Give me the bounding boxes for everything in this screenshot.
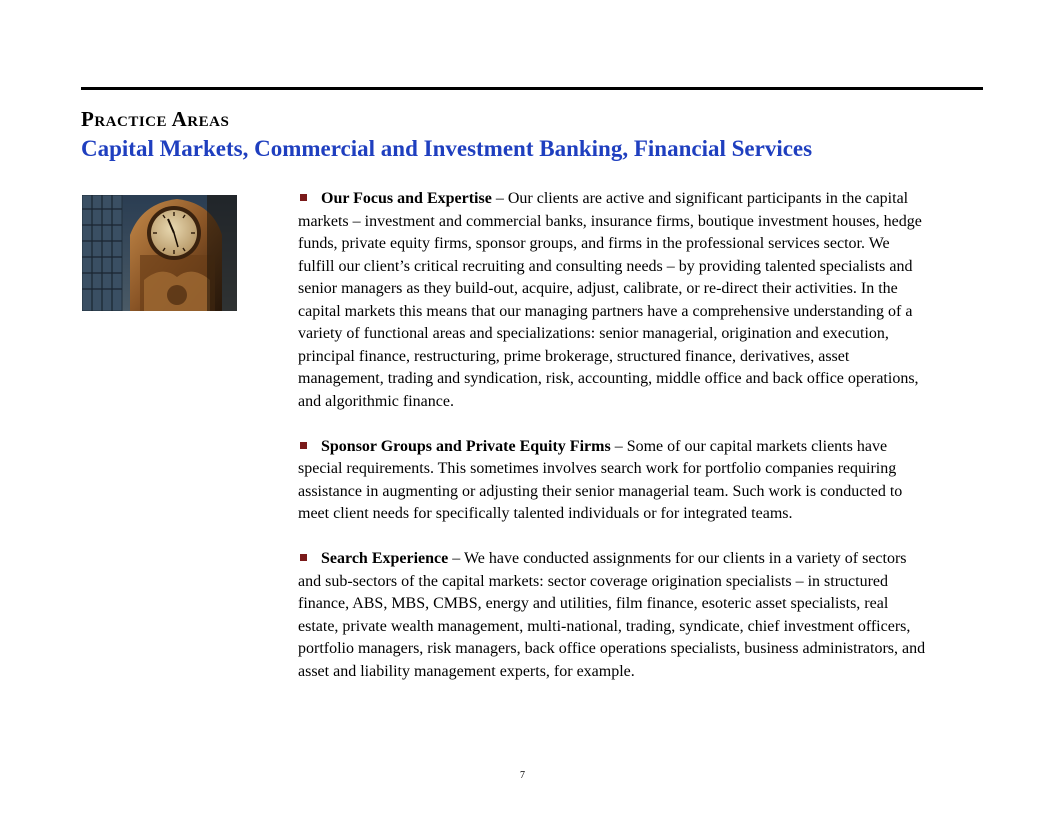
bullet-square-icon: [300, 194, 307, 201]
page-title: [81, 107, 229, 132]
page-subtitle: Capital Markets, Commercial and Investment Banking, Financial Services: [81, 136, 813, 161]
clock-tower-photo: [82, 195, 237, 311]
title-initial-2: A: [171, 107, 188, 131]
title-rest-2: REAS: [187, 114, 230, 130]
paragraph-heading: Search Experience: [321, 550, 449, 567]
body-text: [298, 188, 930, 706]
paragraph-heading: Our Focus and Expertise: [321, 190, 492, 207]
title-rest-1: RACTICE: [94, 114, 168, 130]
header-rule: [81, 87, 983, 90]
paragraph-separator: –: [491, 190, 508, 207]
title-initial-1: P: [81, 107, 95, 131]
paragraph-search-experience: [298, 548, 930, 683]
paragraph-body: We have conducted assignments for our clients in a variety of sectors and sub-sectors of the capital markets: sector coverage origination specialists – in structured finance, ABS, MBS, CMBS, energy and utilities, film finance, esoteric asset specialists, real estate, private wealth management, multi-national, trading, syndicate, chief investment officers, portfolio managers, risk managers, back office operations specialists, business administrators, and asset and liability management experts, for example.: [298, 550, 926, 680]
paragraph-focus-expertise: [298, 188, 930, 413]
bullet-square-icon: [300, 554, 307, 561]
paragraph-body: Some of our capital markets clients have special requirements. This sometimes involves search work for portfolio companies requiring assistance in augmenting or adjusting their senior managerial team. Such work is conducted to meet client needs for specifically talented individuals or for integrated teams.: [298, 437, 903, 522]
paragraph-body: Our clients are active and significant participants in the capital markets – investment and commercial banks, insurance firms, boutique investment houses, hedge funds, private equity firms, sponsor groups, and firms in the professional services sector. We fulfill our client’s critical recruiting and consulting needs – by providing talented specialists and senior managers as they build-out, acquire, adjust, calibrate, or re-direct their activities. In the capital markets this means that our managing partners have a comprehensive understanding of a variety of functional areas and specializations: senior managerial, origination and execution, principal finance, restructuring, prime brokerage, structured finance, derivatives, asset management, trading and syndication, risk, accounting, middle office and back office operations, and algorithmic finance.: [298, 190, 922, 410]
paragraph-separator: –: [610, 437, 627, 455]
clock-tower-image: [82, 195, 237, 311]
bullet-square-icon: [300, 442, 307, 449]
paragraph-heading: Sponsor Groups and Private Equity Firms: [321, 437, 611, 455]
page-number: 7: [520, 770, 525, 781]
paragraph-sponsor-groups: [298, 436, 930, 526]
paragraph-separator: –: [448, 550, 464, 567]
